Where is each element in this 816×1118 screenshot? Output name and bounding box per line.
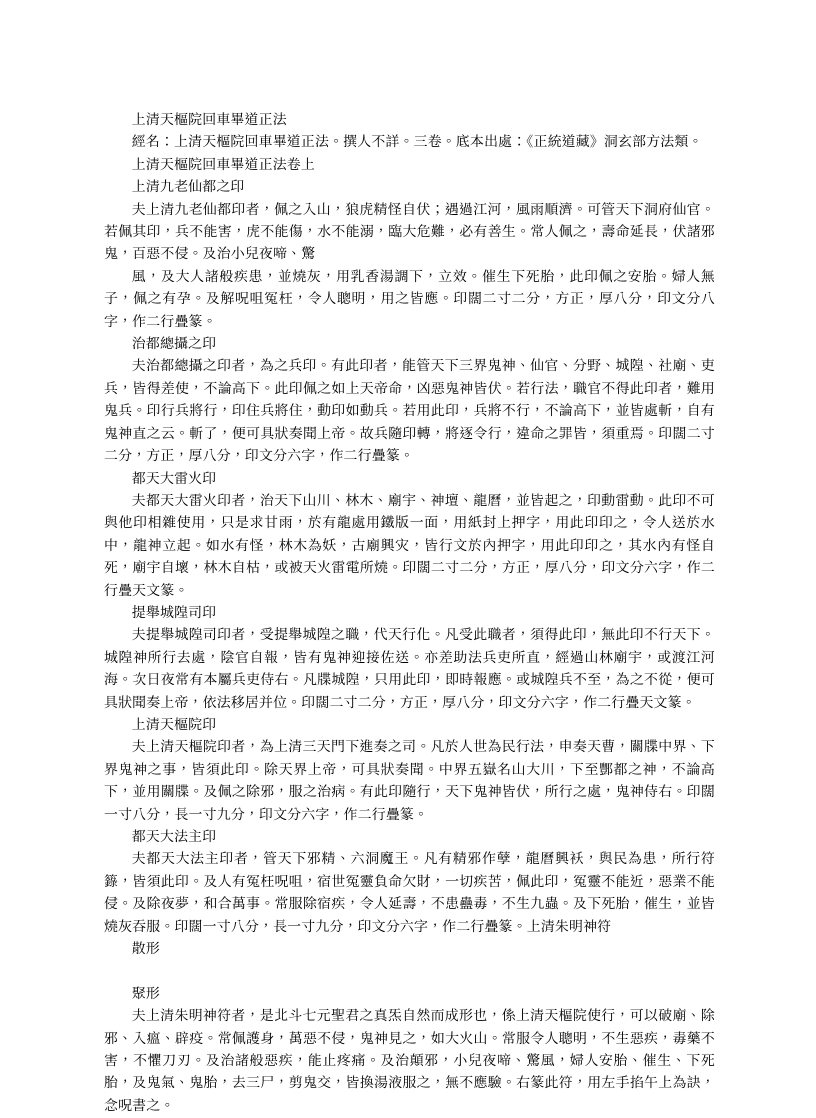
blank-line bbox=[104, 961, 715, 983]
section-heading: 上清九老仙都之印 bbox=[131, 180, 245, 196]
paragraph: 夫提舉城隍司印者，受提舉城隍之職，代天行化。凡受此職者，須得此印，無此印不行天下。城隍神所行去處，陰官自報，皆有鬼神迎接佐送。亦差助法兵吏所直，經過山林廟宇，或渡江河海。次日夜常有本屬兵吏侍右。凡牒城隍，只用此印，即時報應。或城隍兵不至，為之不從，便可具狀聞奏上帝，依法移居并位。印闊二寸二分，方正，厚八分，印文分六字，作二行疊天文篆。 bbox=[104, 628, 715, 711]
doc-meta: 經名：上清天樞院回車畢道正法。撰人不詳。三卷。底本出處：《正統道藏》洞玄部方法類。 bbox=[131, 135, 703, 151]
volume-heading: 上清天樞院回車畢道正法卷上 bbox=[131, 157, 315, 173]
paragraph: 夫都天大法主印者，管天下邪精、六洞魔王。凡有精邪作孽，龍曆興袄，與民為患，所行符籙，皆須此印。及人有冤枉呪咀，宿世冤靈負命欠財，一切疾苦，佩此印，冤靈不能近，惡業不能侵。及除夜夢，和合萬事。常服除宿疾，令人延壽，不患蠱毒，不生九蟲。及下死胎，催生，並皆燒灰吞服。印闊一寸八分，長一寸九分，印文分六字，作二行疊篆。上清朱明神符 bbox=[104, 852, 715, 935]
paragraph: 夫治都總攝之印者，為之兵印。有此印者，能管天下三界鬼神、仙官、分野、城隍、社廟、吏兵，皆得差使，不論高下。此印佩之如上天帝命，凶惡鬼神皆伏。若行法，職官不得此印者，難用鬼兵。印行兵將行，印住兵將住，動印如動兵。若用此印，兵將不行，不論高下，並皆處斬，自有鬼神直之云。斬了，便可具狀奏聞上帝。故兵隨印轉，將逐令行，違命之罪皆，須重焉。印闊二寸二分，方正，厚八分，印文分六字，作二行疊篆。 bbox=[104, 359, 715, 465]
paragraph: 夫都天大雷火印者，治天下山川、林木、廟宇、神壇、龍曆，並皆起之，印動雷動。此印不可與他印相雜使用，只是求甘雨，於有龍處用鐵版一面，用紙封上押字，用此印印之，令人送於水中，龍神立起。如水有怪，林木為妖，古廟興灾，皆行文於內押字，用此印印之，其水內有怪自死，廟宇自壞，林木自枯，或被天火雷電所燒。印闊二寸二分，方正，厚八分，印文分六字，作二行疊天文篆。 bbox=[104, 493, 715, 599]
paragraph: 夫上清天樞院印者，為上清三天門下進奏之司。凡於人世為民行法，申奏天曹，關牒中界、下界鬼神之事，皆須此印。除天界上帝，可具狀奏聞。中界五嶽名山大川，下至酆都之神，不論高下，並用關牒。及佩之除邪，服之治病。有此印隨行，天下鬼神皆伏，所行之處，鬼神侍右。印闊一寸八分，長一寸九分，印文分六字，作二行疊篆。 bbox=[104, 740, 715, 823]
paragraph: 風，及大人諸般疾患，並燒灰，用乳香湯調下，立效。催生下死胎，此印佩之安胎。婦人無子，佩之有孕。及解呪咀冤枉，令人聰明，用之皆應。印闊二寸二分，方正，厚八分，印文分八字，作二行疊篆。 bbox=[104, 269, 715, 330]
doc-title: 上清天樞院回車畢道正法 bbox=[131, 113, 287, 128]
section-heading: 都天大法主印 bbox=[131, 830, 217, 845]
subsection-heading: 散形 bbox=[131, 942, 160, 958]
section-heading: 上清天樞院印 bbox=[131, 717, 217, 733]
subsection-heading: 聚形 bbox=[131, 986, 160, 1002]
paragraph: 夫上清朱明神符者，是北斗七元聖君之真炁自然而成形也，係上清天樞院使行，可以破廟、除邪、入瘟、辟疫。常佩護身，萬惡不侵，鬼神見之，如大火山。常服令人聰明，不生惡疾，毒藥不害，不懼刀刃。及治諸般惡疾，能止疼痛。及治顛邪，小兒夜啼、驚風，婦人安胎、催生、下死胎，及鬼氣、鬼胎，去三尸，剪鬼交，皆換湯液服之，無不應驗。右篆此符，用左手掐午上為訣，念呪書之。 bbox=[104, 1009, 715, 1114]
document-body bbox=[104, 110, 715, 1118]
section-heading: 都天大雷火印 bbox=[131, 471, 217, 487]
paragraph: 夫上清九老仙都印者，佩之入山，狼虎精怪自伏；遇過江河，風雨順濟。可管天下洞府仙官。若佩其印，兵不能害，虎不能傷，水不能溺，臨大危難，必有善生。常人佩之，壽命延長，伏諸邪鬼，百惡不侵。及治小兒夜啼、驚 bbox=[104, 202, 715, 263]
section-heading: 提舉城隍司印 bbox=[131, 605, 217, 621]
section-heading: 治都總攝之印 bbox=[131, 337, 217, 353]
